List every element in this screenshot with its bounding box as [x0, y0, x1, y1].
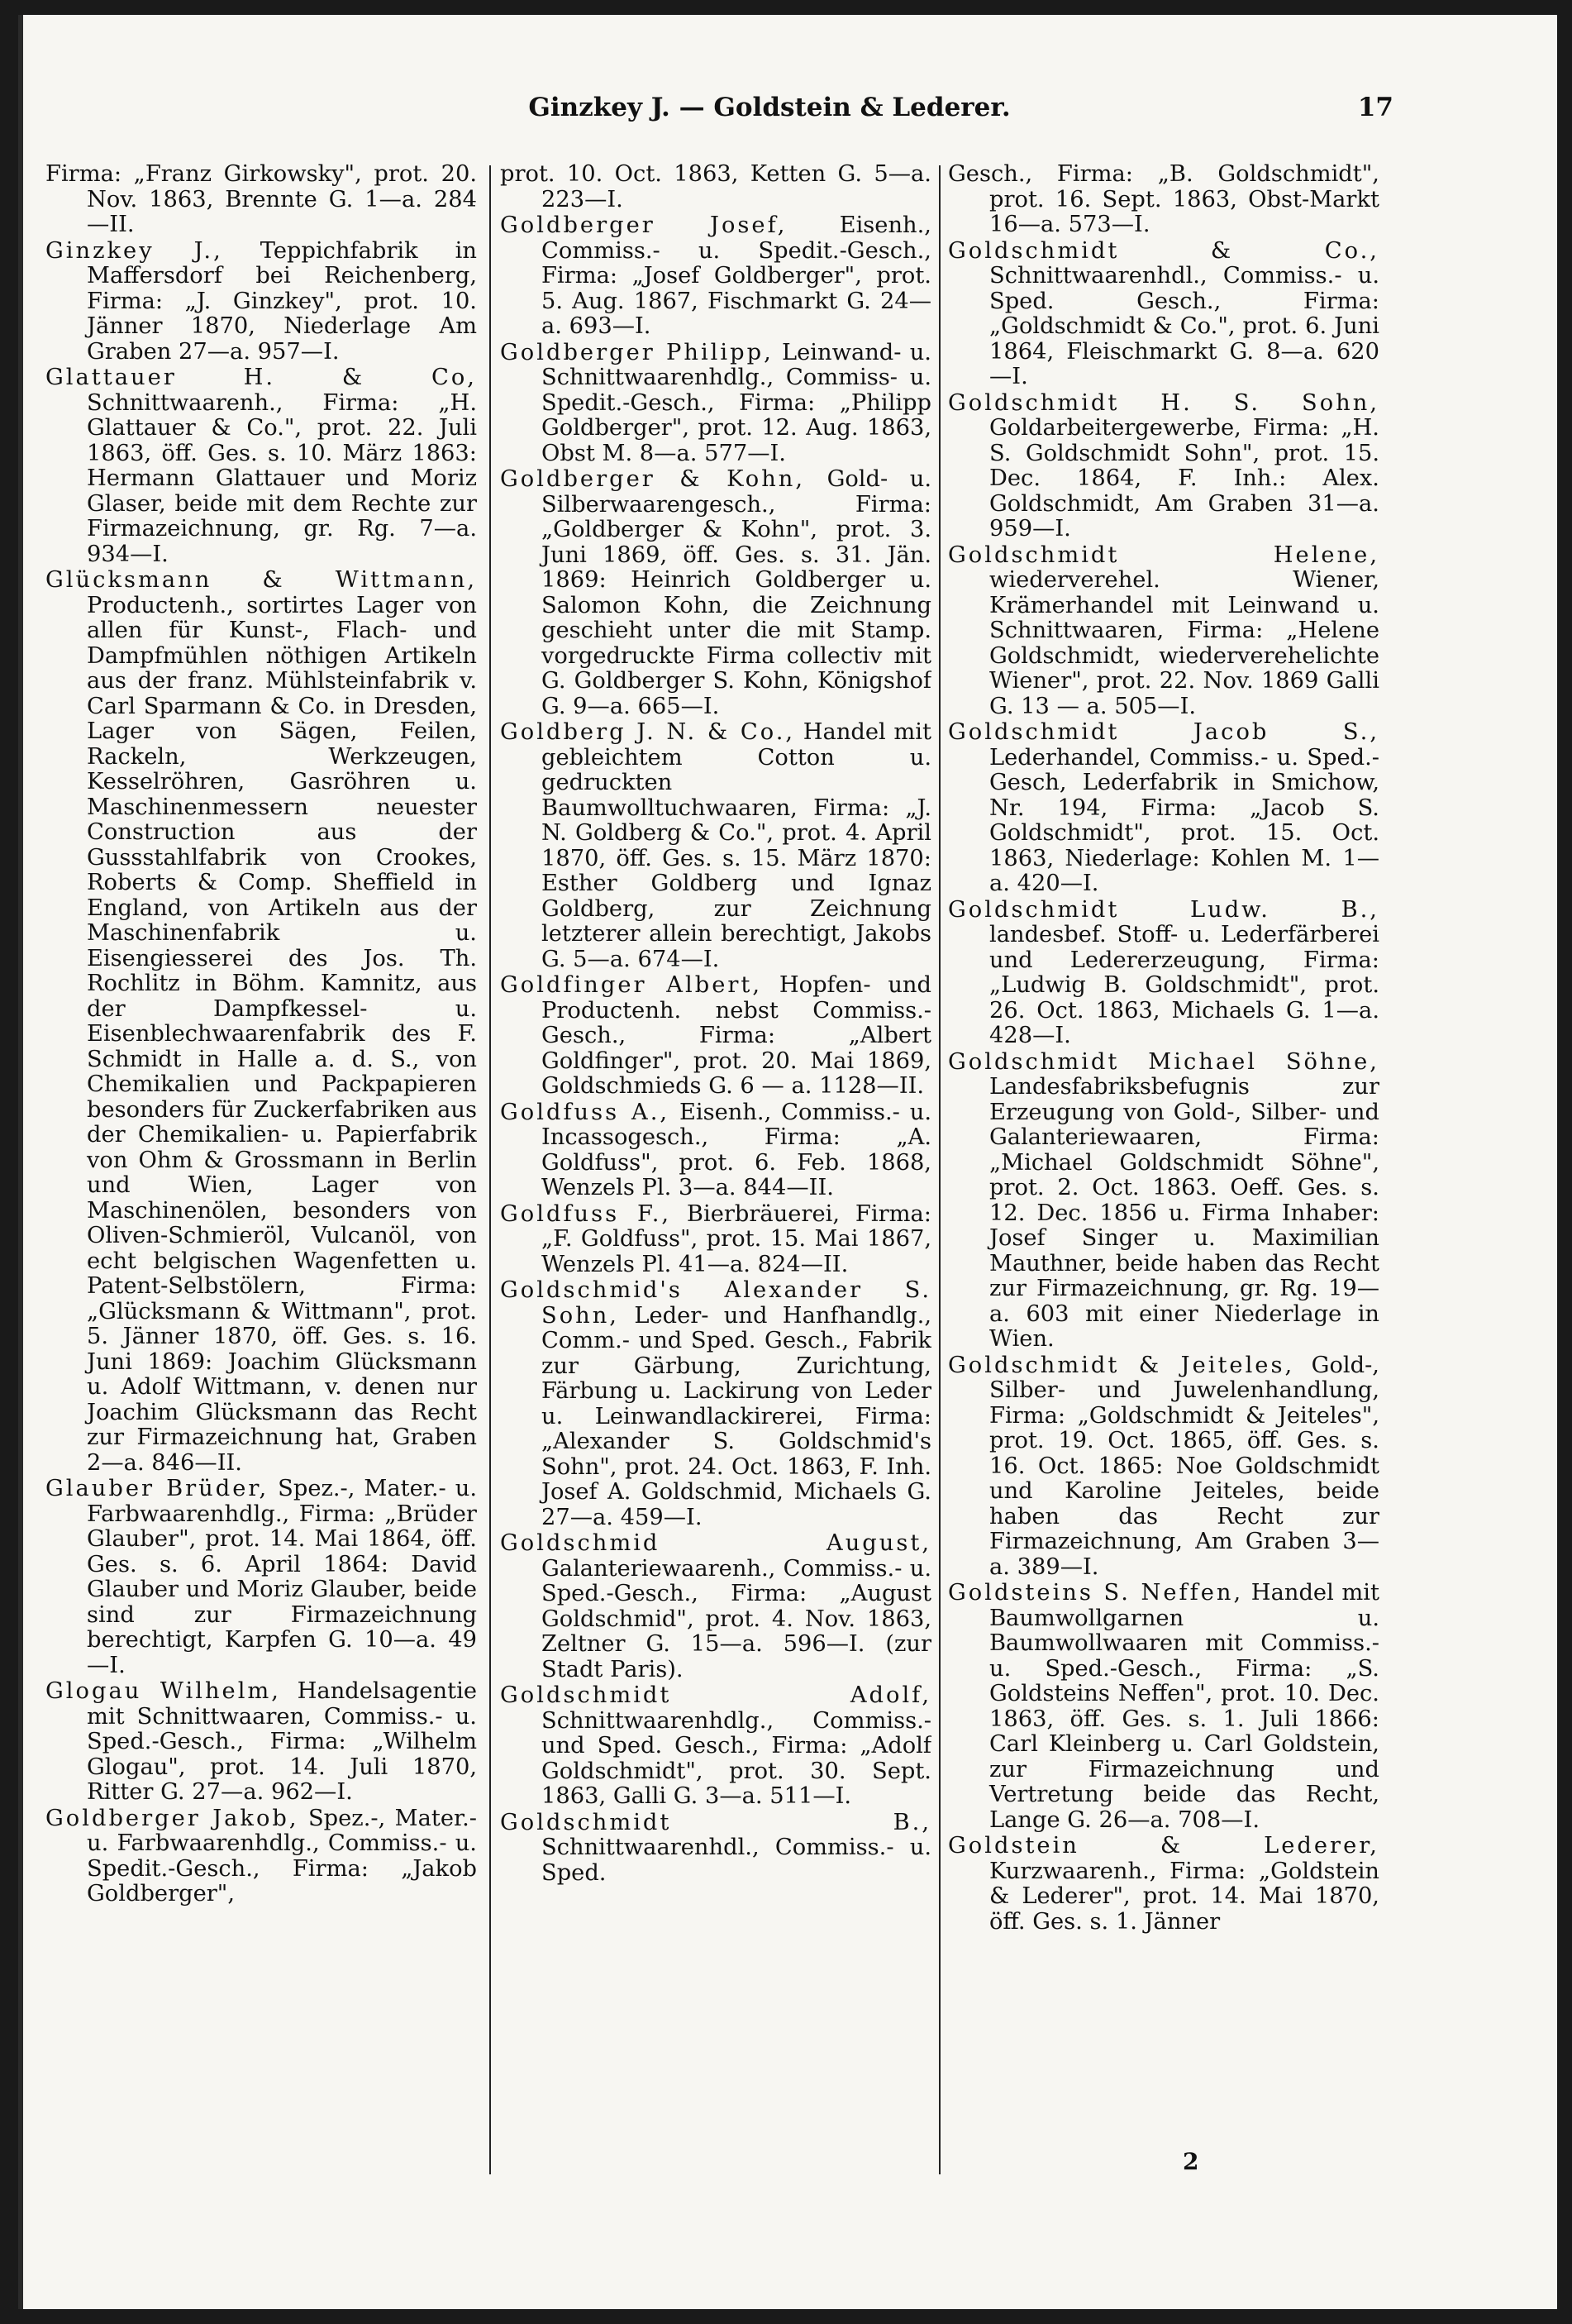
- entry-text: Goldarbeitergewerbe, Firma: „H. S. Goldschmidt Sohn", prot. 15. Dec. 1864, F. Inh.: Alex. Goldschmidt, Am Graben 31—a. 959—I.: [989, 415, 1379, 542]
- entry-name: Glauber Brüder,: [45, 1476, 269, 1501]
- entry-name: Ginzkey J.,: [45, 237, 223, 264]
- entry-text: Gold- u. Silberwaarengesch., Firma: „Goldberger & Kohn", prot. 3. Juni 1869, öff. Ges. s. 31. Jän. 1869: Heinrich Goldberger u. Salomon Kohn, die Zeichnung geschieht unter die mit Stamp. vorgedruckte Firma collectiv mit G. Goldberger S. Kohn, Königshof G. 9—a. 665—I.: [541, 466, 931, 719]
- directory-entry: [948, 543, 1379, 720]
- directory-entry: [500, 1811, 931, 1887]
- entry-text: Schnittwaarenhdlg., Commiss.- und Sped. Gesch., Firma: „Adolf Goldschmidt", prot. 30. Sept. 1863, Galli G. 3—a. 511—I.: [541, 1707, 931, 1809]
- page-binding-edge: [18, 15, 23, 2309]
- entry-name: Goldschmidt & Jeiteles,: [948, 1352, 1295, 1378]
- entry-name: Goldberger & Kohn,: [500, 466, 806, 492]
- entry-name: Goldschmidt Michael Söhne,: [948, 1048, 1379, 1075]
- directory-entry: [500, 213, 931, 340]
- directory-entry: [500, 1683, 931, 1810]
- directory-entry: [500, 720, 931, 972]
- entry-text: Eisenh., Commiss.- u. Incassogesch., Firma: „A. Goldfuss", prot. 6. Feb. 1868, Wenzels Pl. 3—a. 844—II.: [541, 1099, 931, 1200]
- directory-entry: [948, 1353, 1379, 1581]
- column-divider-2: [939, 165, 941, 2174]
- signature-mark: 2: [1183, 2148, 1199, 2175]
- directory-entry: [500, 1278, 931, 1530]
- entry-text: Schnittwaarenhdl., Commiss.- u. Sped.: [541, 1835, 931, 1886]
- entry-name: Goldfinger Albert,: [500, 972, 763, 998]
- directory-entry: [948, 391, 1379, 542]
- entry-text: Landesfabriksbefugnis zur Erzeugung von Gold-, Silber- und Galanteriewaaren, Firma: „Michael Goldschmidt Söhne", prot. 2. Oct. 1863. Oeff. Ges. s. 12. Dec. 1856 u. Firma Inhaber: Josef Singer u. Maximilian Mauthner, beide haben das Recht zur Firmazeichnung, gr. Rg. 19—a. 603 mit einer Niederlage in Wien.: [989, 1074, 1379, 1352]
- entry-name: Goldschmid August,: [500, 1530, 931, 1556]
- entry-text: Gesch., Firma: „B. Goldschmidt", prot. 16. Sept. 1863, Obst-Markt 16—a. 573—I.: [948, 162, 1379, 237]
- entry-text: Handel mit Baumwollgarnen u. Baumwollwaaren mit Commiss.- u. Sped.-Gesch., Firma: „S. Goldsteins Neffen", prot. 10. Dec. 1863, öff. Ges. s. 1. Juli 1866: Carl Kleinberg u. Carl Goldstein, zur Firmazeichnung und Vertretung beide das Recht, Lange G. 26—a. 708—I.: [989, 1580, 1379, 1833]
- page-number: 17: [1357, 93, 1393, 122]
- directory-entry: [500, 162, 931, 212]
- directory-entry: [45, 568, 477, 1476]
- entry-name: Glogau Wilhelm,: [45, 1678, 281, 1704]
- entry-text: Gold-, Silber- und Juwelenhandlung, Firma: „Goldschmidt & Jeiteles", prot. 19. Oct. 1865, öff. Ges. s. 16. Oct. 1865: Noe Goldschmidt und Karoline Jeiteles, beide haben das Recht zur Firmazeichnung, Am Graben 3—a. 389—I.: [989, 1352, 1379, 1580]
- entry-name: Goldschmidt Adolf,: [500, 1682, 931, 1708]
- entry-text: Eisenh., Commiss.- u. Spedit.-Gesch., Firma: „Josef Goldberger", prot. 5. Aug. 1867, Fischmarkt G. 24—a. 693—I.: [541, 212, 931, 339]
- directory-entry: [500, 1531, 931, 1682]
- entry-name: Goldschmidt Jacob S.,: [948, 719, 1379, 745]
- directory-entry: [500, 467, 931, 719]
- entry-name: Goldsteins S. Neffen,: [948, 1580, 1244, 1606]
- entry-text: Bierbräuerei, Firma: „F. Goldfuss", prot. 15. Mai 1867, Wenzels Pl. 41—a. 824—II.: [541, 1200, 931, 1277]
- entry-text: Leinwand- u. Schnittwaarenhdlg., Commiss- u. Spedit.-Gesch., Firma: „Philipp Goldberger", prot. 12. Aug. 1863, Obst M. 8—a. 577—I.: [541, 339, 931, 466]
- column-1: [45, 162, 477, 2179]
- entry-text: wiederverehel. Wiener, Krämerhandel mit Leinwand u. Schnittwaaren, Firma: „Helene Goldschmidt, wiederverehelichte Wiener", prot. 22. Nov. 1869 Galli G. 13 — a. 505—I.: [989, 567, 1379, 719]
- directory-entry: [500, 341, 931, 467]
- entry-name: Goldschmidt & Co.,: [948, 237, 1379, 264]
- entry-text: Lederhandel, Commiss.- u. Sped.-Gesch, Lederfabrik in Smichow, Nr. 194, Firma: „Jacob S. Goldschmidt", prot. 15. Oct. 1863, Niederlage: Kohlen M. 1—a. 420—I.: [989, 744, 1379, 896]
- running-header: [0, 93, 1539, 134]
- directory-entry: [948, 162, 1379, 238]
- directory-entry: [500, 973, 931, 1100]
- entry-text: prot. 10. Oct. 1863, Ketten G. 5—a. 223—I.: [500, 162, 931, 212]
- column-3: [948, 162, 1379, 2179]
- directory-entry: [45, 365, 477, 567]
- entry-name: Goldfuss F.,: [500, 1200, 672, 1227]
- column-divider-1: [489, 165, 491, 2174]
- directory-entry: [948, 1581, 1379, 1833]
- directory-entry: [948, 1050, 1379, 1353]
- entry-text: Productenh., sortirtes Lager von allen für Kunst-, Flach- und Dampfmühlen nöthigen Artikeln aus der franz. Mühlsteinfabrik v. Carl Sparmann & Co. in Dresden, Lager von Sägen, Feilen, Rackeln, Werkzeugen, Kesselröhren, Gasröhren u. Maschinenmessern neuester Construction aus der Gussstahlfabrik von Crookes, Roberts & Comp. Sheffield in England, von Artikeln aus der Maschinenfabrik u. Eisengiesserei des Jos. Th. Rochlitz in Böhm. Kamnitz, aus der Dampfkessel- u. Eisenblechwaarenfabrik des F. Schmidt in Halle a. d. S., von Chemikalien und Packpapieren besonders für Zuckerfabriken aus der Chemikalien- u. Papierfabrik von Ohm & Grossmann in Berlin und Wien, Lager von Maschinenölen, besonders von Oliven-Schmieröl, Vulcanöl, von echt belgischen Wagenfetten u. Patent-Selbstölern, Firma: „Glücksmann & Wittmann", prot. 5. Jänner 1870, öff. Ges. s. 16. Juni 1869: Joachim Glücksmann u. Adolf Wittmann, v. denen nur Joachim Glücksmann das Recht zur Firmazeichnung hat, Graben 2—a. 846—II.: [87, 592, 477, 1476]
- directory-entry: [45, 1477, 477, 1678]
- entry-text: Spez.-, Mater.- u. Farbwaarenhdlg., Firma: „Brüder Glauber", prot. 14. Mai 1864, öff. Ges. s. 6. April 1864: David Glauber und Moriz Glauber, beide sind zur Firmazeichnung berechtigt, Karpfen G. 10—a. 49—I.: [87, 1476, 477, 1678]
- directory-entry: [45, 162, 477, 238]
- entry-name: Glücksmann & Wittmann,: [45, 567, 477, 593]
- entry-name: Goldschmidt B.,: [500, 1809, 931, 1835]
- entry-name: Goldberger Josef,: [500, 212, 788, 238]
- directory-entry: [948, 239, 1379, 390]
- entry-name: Goldberger Philipp,: [500, 339, 774, 365]
- entry-text: Handelsagentie mit Schnittwaaren, Commiss.- u. Sped.-Gesch., Firma: „Wilhelm Glogau", prot. 14. Juli 1870, Ritter G. 27—a. 962—I.: [87, 1678, 477, 1805]
- entry-name: Goldschmidt Ludw. B.,: [948, 896, 1379, 923]
- column-2: [500, 162, 931, 2179]
- entry-text: Leder- und Hanfhandlg., Comm.- und Sped. Gesch., Fabrik zur Gärbung, Zurichtung, Färbung u. Lackirung von Leder u. Leinwandlackirerei, Firma: „Alexander S. Goldschmid's Sohn", prot. 24. Oct. 1863, F. Inh. Josef A. Goldschmid, Michaels G. 27—a. 459—I.: [541, 1302, 931, 1530]
- directory-entry: [948, 898, 1379, 1049]
- entry-text: Spez.-, Mater.- u. Farbwaarenhdlg., Commiss.- u. Spedit.-Gesch., Firma: „Jakob Goldberger",: [87, 1805, 477, 1906]
- entry-text: Kurzwaarenh., Firma: „Goldstein & Lederer", prot. 14. Mai 1870, öff. Ges. s. 1. Jänner: [989, 1858, 1379, 1935]
- entry-name: Goldstein & Lederer,: [948, 1833, 1379, 1859]
- entry-name: Goldberger Jakob,: [45, 1805, 299, 1831]
- entry-text: Firma: „Franz Girkowsky", prot. 20. Nov. 1863, Brennte G. 1—a. 284—II.: [45, 162, 477, 237]
- entry-name: Goldfuss A.,: [500, 1099, 670, 1125]
- entry-text: Galanteriewaarenh., Commiss.- u. Sped.-Gesch., Firma: „August Goldschmid", prot. 4. Nov. 1863, Zeltner G. 15—a. 596—I. (zur Stadt Paris).: [541, 1555, 931, 1682]
- directory-entry: [948, 720, 1379, 897]
- directory-entry: [45, 1679, 477, 1806]
- entry-name: Goldberg J. N. & Co.,: [500, 719, 796, 745]
- entry-name: Goldschmidt Helene,: [948, 542, 1379, 568]
- entry-name: Goldschmid's Alexander S. Sohn,: [500, 1277, 931, 1329]
- entry-text: Handel mit gebleichtem Cotton u. gedruckten Baumwolltuchwaaren, Firma: „J. N. Goldberg & Co.", prot. 4. April 1870, öff. Ges. s. 15. März 1870: Esther Goldberg und Ignaz Goldberg, zur Zeichnung letzterer allein berechtigt, Jakobs G. 5—a. 674—I.: [541, 719, 931, 972]
- directory-entry: [948, 1834, 1379, 1935]
- entry-name: Goldschmidt H. S. Sohn,: [948, 389, 1379, 416]
- directory-entry: [45, 1806, 477, 1907]
- entry-text: Hopfen- und Productenh. nebst Commiss.-Gesch., Firma: „Albert Goldfinger", prot. 20. Mai 1869, Goldschmieds G. 6 — a. 1128—II.: [541, 972, 931, 1099]
- directory-entry: [45, 239, 477, 365]
- entry-text: Schnittwaarenh., Firma: „H. Glattauer & Co.", prot. 22. Juli 1863, öff. Ges. s. 10. März 1863: Hermann Glattauer und Moriz Glaser, beide mit dem Rechte zur Firmazeichnung, gr. Rg. 7—a. 934—I.: [87, 389, 477, 567]
- header-title: Ginzkey J. — Goldstein & Lederer.: [528, 93, 1011, 122]
- directory-entry: [500, 1100, 931, 1201]
- entry-text: landesbef. Stoff- u. Lederfärberei und Ledererzeugung, Firma: „Ludwig B. Goldschmidt", prot. 26. Oct. 1863, Michaels G. 1—a. 428—I.: [989, 922, 1379, 1048]
- directory-entry: [500, 1202, 931, 1278]
- entry-text: Teppichfabrik in Maffersdorf bei Reichenberg, Firma: „J. Ginzkey", prot. 10. Jänner 1870, Niederlage Am Graben 27—a. 957—I.: [87, 237, 477, 365]
- entry-name: Glattauer H. & Co,: [45, 365, 477, 390]
- entry-text: Schnittwaarenhdl., Commiss.- u. Sped. Gesch., Firma: „Goldschmidt & Co.", prot. 6. Juni 1864, Fleischmarkt G. 8—a. 620—I.: [989, 263, 1379, 389]
